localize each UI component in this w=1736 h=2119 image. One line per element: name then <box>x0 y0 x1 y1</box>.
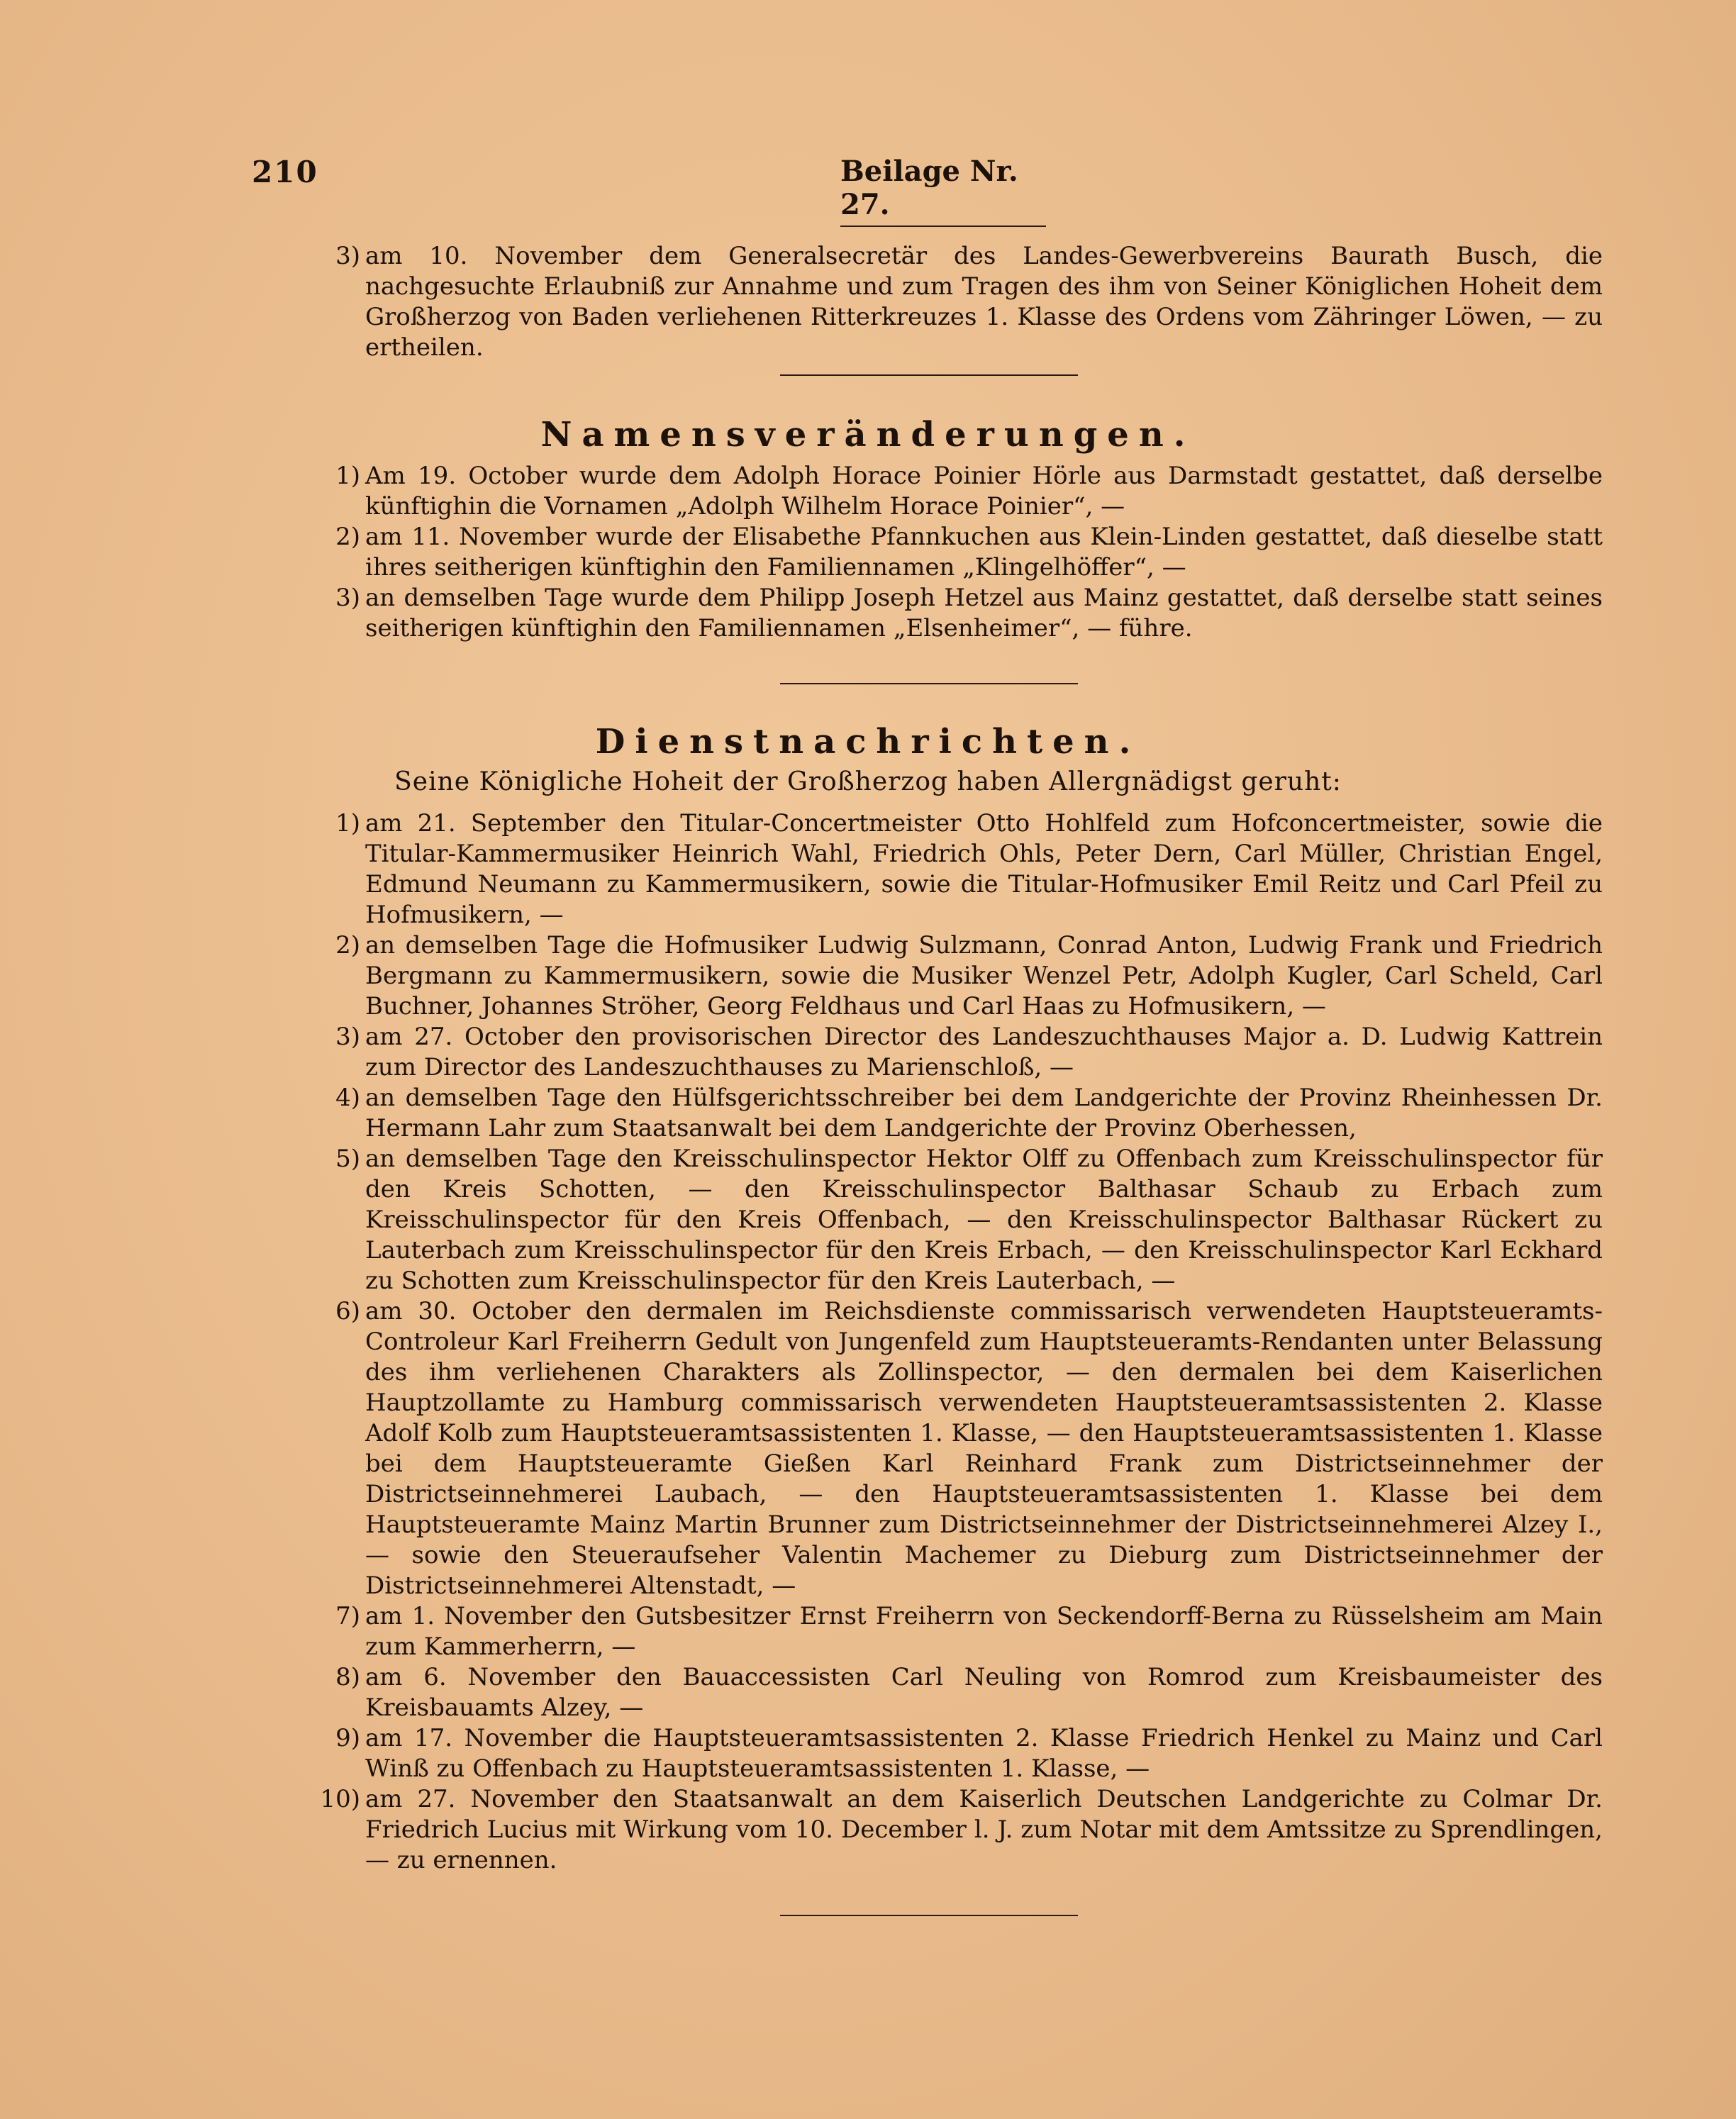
intro-items <box>312 241 1603 363</box>
item-text: an demselben Tage die Hofmusiker Ludwig Sulzmann, Conrad Anton, Ludwig Frank und Friedrich Bergmann zu Kammermusikern, sowie die Musiker Wenzel Petr, Adolph Kugler, Carl Scheld, Carl Buchner, Johannes Ströher, Georg Feldhaus und Carl Haas zu Hofmusikern, — <box>365 931 1603 1020</box>
item-number: 8) <box>335 1663 360 1691</box>
item-number: 7) <box>335 1602 360 1630</box>
item-number: 2) <box>335 523 360 551</box>
list-item <box>312 1144 1603 1296</box>
item-number: 4) <box>335 1084 360 1112</box>
list-item <box>312 1662 1603 1723</box>
item-text: am 21. September den Titular-Concertmeister Otto Hohlfeld zum Hofconcertmeister, sowie die Titular-Kammermusiker Heinrich Wahl, Friedrich Ohls, Peter Dern, Carl Müller, Christian Engel, Edmund Neumann zu Kammermusikern, sowie die Titular-Hofmusiker Emil Reitz und Carl Pfeil zu Hofmusikern, — <box>365 809 1603 929</box>
item-number: 1) <box>335 809 360 838</box>
item-text: an demselben Tage wurde dem Philipp Joseph Hetzel aus Mainz gestattet, daß derselbe statt seines seitherigen künftighin den Familiennamen „Elsenheimer“, — führe. <box>365 584 1603 643</box>
item-text: am 11. November wurde der Elisabethe Pfannkuchen aus Klein-Linden gestattet, daß dieselbe statt ihres seitherigen künftighin den Familiennamen „Klingelhöffer“, — <box>365 523 1603 582</box>
list-item <box>312 1723 1603 1784</box>
list-item <box>312 522 1603 583</box>
item-text: am 17. November die Hauptsteueramtsassistenten 2. Klasse Friedrich Henkel zu Mainz und Carl Winß zu Offenbach zu Hauptsteueramtsassistenten 1. Klasse, — <box>365 1724 1603 1783</box>
item-number: 9) <box>335 1724 360 1752</box>
page-header <box>252 155 1046 221</box>
list-item <box>312 241 1603 363</box>
item-text: am 10. November dem Generalsecretär des Landes-Gewerbvereins Baurath Busch, die nachgesuchte Erlaubniß zur Annahme und zum Tragen des ihm von Seiner Königlichen Hoheit dem Großherzog von Baden verliehenen Ritterkreuzes 1. Klasse des Ordens vom Zähringer Löwen, — zu ertheilen. <box>365 242 1603 362</box>
item-number: 3) <box>335 1023 360 1051</box>
item-number: 3) <box>335 242 360 270</box>
item-number: 5) <box>335 1145 360 1173</box>
item-number: 1) <box>335 462 360 490</box>
list-item <box>312 583 1603 644</box>
list-item <box>312 930 1603 1022</box>
section-separator <box>780 683 1078 684</box>
list-item <box>312 808 1603 930</box>
item-text: Am 19. October wurde dem Adolph Horace Poinier Hörle aus Darmstadt gestattet, daß derselbe künftighin die Vornamen „Adolph Wilhelm Horace Poinier“, — <box>365 462 1603 521</box>
page-number: 210 <box>252 155 318 189</box>
list-item <box>312 1601 1603 1662</box>
item-text: an demselben Tage den Hülfsgerichtsschreiber bei dem Landgerichte der Provinz Rheinhessen Dr. Hermann Lahr zum Staatsanwalt bei dem Landgerichte der Provinz Oberhessen, <box>365 1084 1603 1142</box>
section-separator <box>780 374 1078 376</box>
item-number: 2) <box>335 931 360 960</box>
list-item <box>312 1083 1603 1144</box>
item-number: 10) <box>320 1785 360 1813</box>
section-namensveraenderungen <box>312 461 1603 644</box>
item-text: am 27. October den provisorischen Director des Landeszuchthauses Major a. D. Ludwig Kattrein zum Director des Landeszuchthauses zu Marienschloß, — <box>365 1023 1603 1081</box>
item-text: am 27. November den Staatsanwalt an dem Kaiserlich Deutschen Landgerichte zu Colmar Dr. Friedrich Lucius mit Wirkung vom 10. December l. J. zum Notar mit dem Amtssitze zu Sprendlingen, — zu ernennen. <box>365 1785 1603 1874</box>
item-text: am 6. November den Bauaccessisten Carl Neuling von Romrod zum Kreisbaumeister des Kreisbauamts Alzey, — <box>365 1663 1603 1722</box>
item-text: am 1. November den Gutsbesitzer Ernst Freiherrn von Seckendorff-Berna zu Rüsselsheim am Main zum Kammerherrn, — <box>365 1602 1603 1661</box>
item-text: an demselben Tage den Kreisschulinspector Hektor Olff zu Offenbach zum Kreisschulinspector für den Kreis Schotten, — den Kreisschulinspector Balthasar Schaub zu Erbach zum Kreisschulinspector für den Kreis Offenbach, — den Kreisschulinspector Balthasar Rückert zu Lauterbach zum Kreisschulinspector für den Kreis Erbach, — den Kreisschulinspector Karl Eckhard zu Schotten zum Kreisschulinspector für den Kreis Lauterbach, — <box>365 1145 1603 1295</box>
section-title-dienstnachrichten: Dienstnachrichten. <box>595 722 1141 762</box>
list-item <box>312 461 1603 522</box>
item-number: 3) <box>335 584 360 612</box>
section-dienstnachrichten <box>312 808 1603 1876</box>
list-item <box>312 1296 1603 1601</box>
list-item <box>312 1022 1603 1083</box>
header-title: Beilage Nr. 27. <box>840 155 1046 227</box>
item-text: am 30. October den dermalen im Reichsdienste commissarisch verwendeten Hauptsteueramts-Controleur Karl Freiherrn Gedult von Jungenfeld zum Hauptsteueramts-Rendanten unter Belassung des ihm verliehenen Charakters als Zollinspector, — den dermalen bei dem Kaiserlichen Hauptzollamte zu Hamburg commissarisch verwendeten Hauptsteueramtsassistenten 2. Klasse Adolf Kolb zum Hauptsteueramtsassistenten 1. Klasse, — den Hauptsteueramtsassistenten 1. Klasse bei dem Hauptsteueramte Gießen Karl Reinhard Frank zum Districtseinnehmer der Districtseinnehmerei Laubach, — den Hauptsteueramtsassistenten 1. Klasse bei dem Hauptsteueramte Mainz Martin Brunner zum Districtseinnehmer der Districtseinnehmerei Alzey I., — sowie den Steueraufseher Valentin Machemer zu Dieburg zum Districtseinnehmer der Districtseinnehmerei Altenstadt, — <box>365 1297 1603 1600</box>
section-separator <box>780 1915 1078 1916</box>
section-title-namensveraenderungen: Namensveränderungen. <box>540 415 1196 455</box>
list-item <box>312 1784 1603 1876</box>
item-number: 6) <box>335 1297 360 1325</box>
section-intro: Seine Königliche Hoheit der Großherzog haben Allergnädigst geruht: <box>394 767 1342 796</box>
